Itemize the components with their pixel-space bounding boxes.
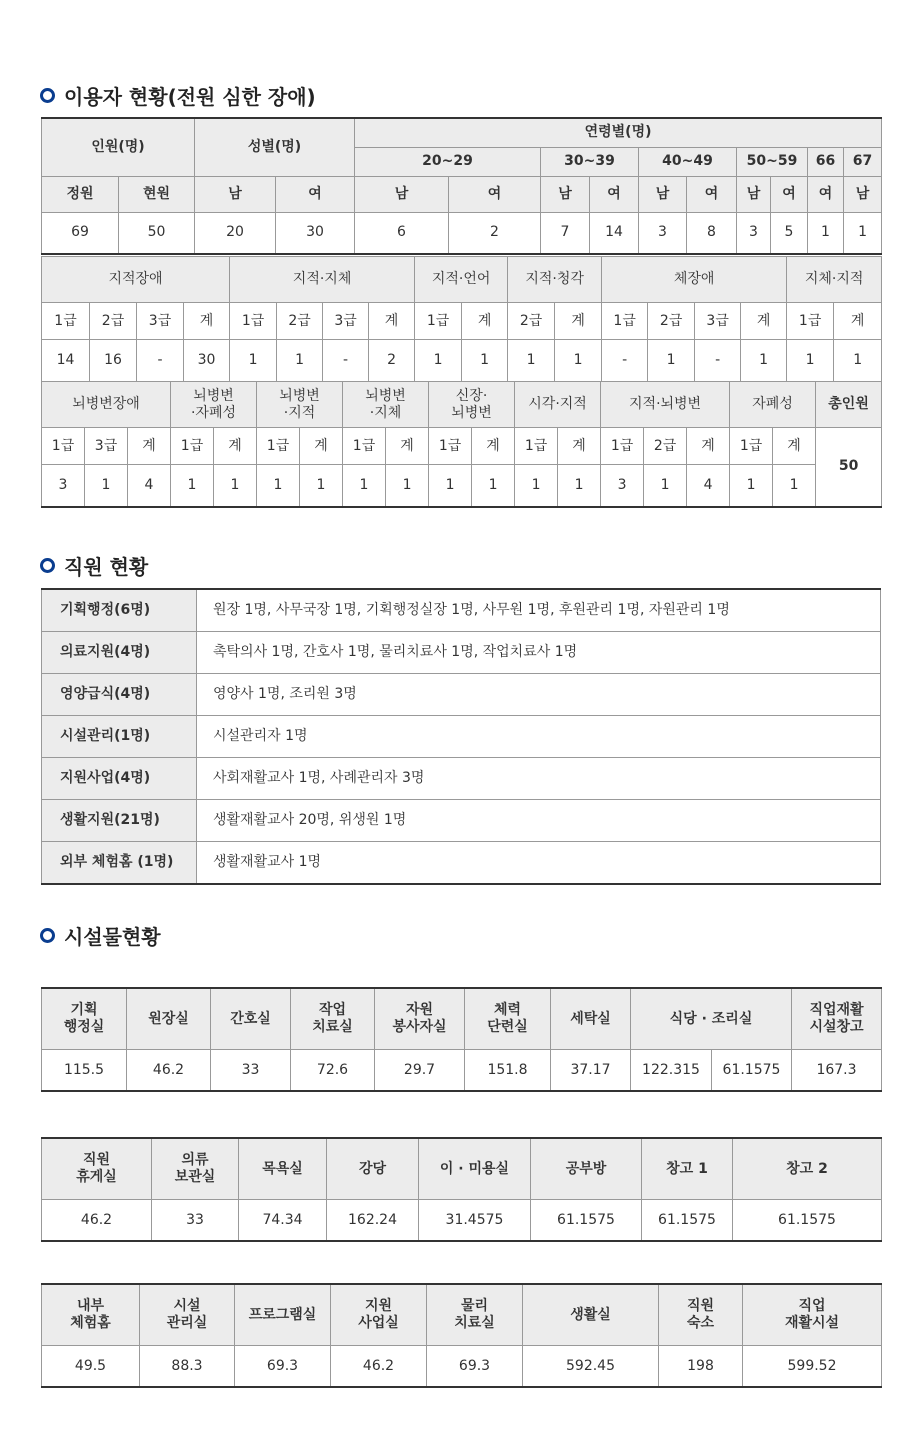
grade-cell: 2급 [90,303,137,340]
room-header: 시설 관리실 [140,1284,235,1346]
facility-title-text: 시설물현황 [64,925,161,949]
room-header: 프로그램실 [235,1284,331,1346]
room-header: 원장실 [127,988,211,1050]
grade-cell: 1급 [415,303,462,340]
area-value: 29.7 [375,1050,465,1092]
sub-header: 남 [541,176,590,212]
age-group-header: 30~39 [541,147,639,176]
area-value: 61.1575 [712,1050,792,1092]
group-header: 자폐성 [730,382,816,428]
area-value: 33 [211,1050,291,1092]
value-cell: - [323,340,369,382]
staff-dept: 기획행정(6명) [42,589,197,632]
area-value: 122.315 [631,1050,712,1092]
room-header: 물리 치료실 [427,1284,523,1346]
grade-cell: 계 [773,428,816,465]
grade-cell: 계 [184,303,230,340]
value-cell: 3 [601,465,644,507]
staff-detail: 촉탁의사 1명, 간호사 1명, 물리치료사 1명, 작업치료사 1명 [197,632,881,674]
age-group-header: 20~29 [355,147,541,176]
age-group-header: 40~49 [639,147,737,176]
value-cell: - [137,340,184,382]
room-header: 창고 2 [733,1138,882,1200]
room-header: 세탁실 [551,988,631,1050]
staff-section-title [40,551,148,580]
area-value: 46.2 [42,1200,152,1242]
group-header: 지적·언어 [415,257,508,303]
users-table-2 [41,256,882,382]
grade-cell: 계 [741,303,787,340]
area-value: 49.5 [42,1346,140,1388]
age-group-header: 67 [844,147,882,176]
sub-header: 여 [771,176,808,212]
room-header: 식당 · 조리실 [631,988,792,1050]
value-cell: 1 [415,340,462,382]
value-cell: 2 [449,212,541,254]
grade-cell: 1급 [730,428,773,465]
sub-header: 남 [355,176,449,212]
area-value: 599.52 [743,1346,882,1388]
value-cell: 1 [555,340,602,382]
value-cell: 1 [834,340,882,382]
value-cell: 4 [687,465,730,507]
grade-cell: 계 [386,428,429,465]
value-cell: 4 [128,465,171,507]
value-cell: 1 [508,340,555,382]
room-header: 생활실 [523,1284,659,1346]
value-cell: 1 [648,340,695,382]
group-header: 지적·청각 [508,257,602,303]
circle-bullet-icon [40,928,55,943]
room-header: 자원 봉사자실 [375,988,465,1050]
staff-detail: 원장 1명, 사무국장 1명, 기획행정실장 1명, 사무원 1명, 후원관리 1명, 자원관리 1명 [197,589,881,632]
grade-cell: 2급 [648,303,695,340]
group-header: 지적·지체 [230,257,415,303]
staff-row [42,589,881,632]
grade-cell: 계 [128,428,171,465]
grade-cell: 계 [558,428,601,465]
value-cell: - [602,340,648,382]
value-cell: 1 [257,465,300,507]
grade-cell: 계 [472,428,515,465]
staff-dept: 의료지원(4명) [42,632,197,674]
value-cell: 1 [277,340,323,382]
value-cell: 1 [741,340,787,382]
age-group-header: 66 [808,147,844,176]
area-value: 198 [659,1346,743,1388]
group-header: 신장· 뇌병변 [429,382,515,428]
room-header: 의류 보관실 [152,1138,239,1200]
users-table-3 [41,381,882,508]
grade-cell: 1급 [429,428,472,465]
facility-table-1 [41,987,882,1092]
sub-header: 남 [844,176,882,212]
grade-cell: 계 [834,303,882,340]
group-header: 뇌병변 ·자폐성 [171,382,257,428]
staff-row [42,800,881,842]
grade-cell: 2급 [508,303,555,340]
sub-header: 남 [737,176,771,212]
group-header: 뇌병변 ·지적 [257,382,343,428]
value-cell: 14 [42,340,90,382]
value-cell: 1 [644,465,687,507]
grade-cell: 3급 [323,303,369,340]
grade-cell: 계 [300,428,343,465]
value-cell: 20 [195,212,276,254]
staff-row [42,842,881,885]
sub-header: 여 [808,176,844,212]
grade-cell: 3급 [137,303,184,340]
area-value: 88.3 [140,1346,235,1388]
area-value: 46.2 [127,1050,211,1092]
group-header: 체장애 [602,257,787,303]
group-header: 지적·뇌병변 [601,382,730,428]
staff-row [42,758,881,800]
area-value: 74.34 [239,1200,327,1242]
users-table-1 [41,117,882,255]
staff-table [41,588,881,885]
value-cell: 1 [472,465,515,507]
value-cell: 1 [300,465,343,507]
value-cell: 1 [808,212,844,254]
value-cell: 3 [42,465,85,507]
sub-header: 남 [195,176,276,212]
value-cell: 50 [119,212,195,254]
group-header: 뇌병변 ·지체 [343,382,429,428]
room-header: 직업재활 시설창고 [792,988,882,1050]
total-header: 총인원 [816,382,882,428]
area-value: 31.4575 [419,1200,531,1242]
value-cell: 1 [462,340,508,382]
value-cell: 30 [276,212,355,254]
group-header: 지적장애 [42,257,230,303]
staff-detail: 영양사 1명, 조리원 3명 [197,674,881,716]
area-value: 151.8 [465,1050,551,1092]
grade-cell: 1급 [230,303,277,340]
group-header: 뇌병변장애 [42,382,171,428]
value-cell: 3 [737,212,771,254]
staff-detail: 생활재활교사 1명 [197,842,881,885]
sub-header: 여 [276,176,355,212]
area-value: 115.5 [42,1050,127,1092]
value-cell: 1 [386,465,429,507]
circle-bullet-icon [40,88,55,103]
grade-cell: 1급 [171,428,214,465]
grade-cell: 2급 [277,303,323,340]
facility-section-title [40,921,161,950]
sub-header: 여 [687,176,737,212]
facility-table-3 [41,1283,882,1388]
room-header: 간호실 [211,988,291,1050]
staff-dept: 지원사업(4명) [42,758,197,800]
grade-cell: 1급 [515,428,558,465]
staff-dept: 영양급식(4명) [42,674,197,716]
sub-header: 정원 [42,176,119,212]
value-cell: 14 [590,212,639,254]
value-cell: 5 [771,212,808,254]
staff-row [42,674,881,716]
staff-title-text: 직원 현황 [64,555,149,579]
area-value: 46.2 [331,1346,427,1388]
sub-header: 현원 [119,176,195,212]
value-cell: 1 [171,465,214,507]
room-header: 강당 [327,1138,419,1200]
facility-table-2 [41,1137,882,1242]
staff-detail: 사회재활교사 1명, 사례관리자 3명 [197,758,881,800]
grade-cell: 계 [214,428,257,465]
grade-cell: 2급 [644,428,687,465]
staff-dept: 생활지원(21명) [42,800,197,842]
room-header: 직원 휴게실 [42,1138,152,1200]
grade-cell: 1급 [42,303,90,340]
value-cell: 3 [639,212,687,254]
grade-cell: 1급 [601,428,644,465]
total-value: 50 [816,428,882,507]
area-value: 69.3 [427,1346,523,1388]
value-cell: 1 [773,465,816,507]
room-header: 직업 재활시설 [743,1284,882,1346]
room-header: 작업 치료실 [291,988,375,1050]
staff-detail: 시설관리자 1명 [197,716,881,758]
users-section-title [40,81,316,110]
grade-cell: 계 [687,428,730,465]
value-cell: 1 [844,212,882,254]
circle-bullet-icon [40,558,55,573]
value-cell: 1 [730,465,773,507]
value-cell: 1 [85,465,128,507]
staff-detail: 생활재활교사 20명, 위생원 1명 [197,800,881,842]
area-value: 61.1575 [642,1200,733,1242]
grade-cell: 계 [462,303,508,340]
age-header: 연령별(명) [355,118,882,147]
staff-dept: 외부 체험홈 (1명) [42,842,197,885]
sub-header: 남 [639,176,687,212]
value-cell: 1 [558,465,601,507]
value-cell: 1 [230,340,277,382]
value-cell: 16 [90,340,137,382]
staff-dept: 시설관리(1명) [42,716,197,758]
area-value: 72.6 [291,1050,375,1092]
users-title-text: 이용자 현황(전원 심한 장애) [64,85,316,109]
area-value: 69.3 [235,1346,331,1388]
group-header: 시각·지적 [515,382,601,428]
grade-cell: 3급 [695,303,741,340]
grade-cell: 1급 [343,428,386,465]
room-header: 이 · 미용실 [419,1138,531,1200]
grade-cell: 1급 [257,428,300,465]
value-cell: 1 [343,465,386,507]
room-header: 내부 체험홈 [42,1284,140,1346]
grade-cell: 1급 [42,428,85,465]
personnel-header: 인원(명) [42,118,195,176]
age-group-header: 50~59 [737,147,808,176]
grade-cell: 1급 [787,303,834,340]
value-cell: 7 [541,212,590,254]
group-header: 지체·지적 [787,257,882,303]
grade-cell: 계 [369,303,415,340]
value-cell: 8 [687,212,737,254]
room-header: 창고 1 [642,1138,733,1200]
room-header: 체력 단련실 [465,988,551,1050]
grade-cell: 3급 [85,428,128,465]
value-cell: 1 [787,340,834,382]
room-header: 기획 행정실 [42,988,127,1050]
area-value: 162.24 [327,1200,419,1242]
area-value: 33 [152,1200,239,1242]
staff-row [42,716,881,758]
value-cell: 1 [515,465,558,507]
gender-header: 성별(명) [195,118,355,176]
value-cell: - [695,340,741,382]
area-value: 592.45 [523,1346,659,1388]
value-cell: 69 [42,212,119,254]
grade-cell: 계 [555,303,602,340]
value-cell: 2 [369,340,415,382]
area-value: 167.3 [792,1050,882,1092]
staff-row [42,632,881,674]
value-cell: 30 [184,340,230,382]
sub-header: 여 [590,176,639,212]
sub-header: 여 [449,176,541,212]
value-cell: 1 [214,465,257,507]
room-header: 직원 숙소 [659,1284,743,1346]
room-header: 공부방 [531,1138,642,1200]
room-header: 목욕실 [239,1138,327,1200]
area-value: 61.1575 [531,1200,642,1242]
value-cell: 1 [429,465,472,507]
room-header: 지원 사업실 [331,1284,427,1346]
value-cell: 6 [355,212,449,254]
grade-cell: 1급 [602,303,648,340]
area-value: 37.17 [551,1050,631,1092]
area-value: 61.1575 [733,1200,882,1242]
